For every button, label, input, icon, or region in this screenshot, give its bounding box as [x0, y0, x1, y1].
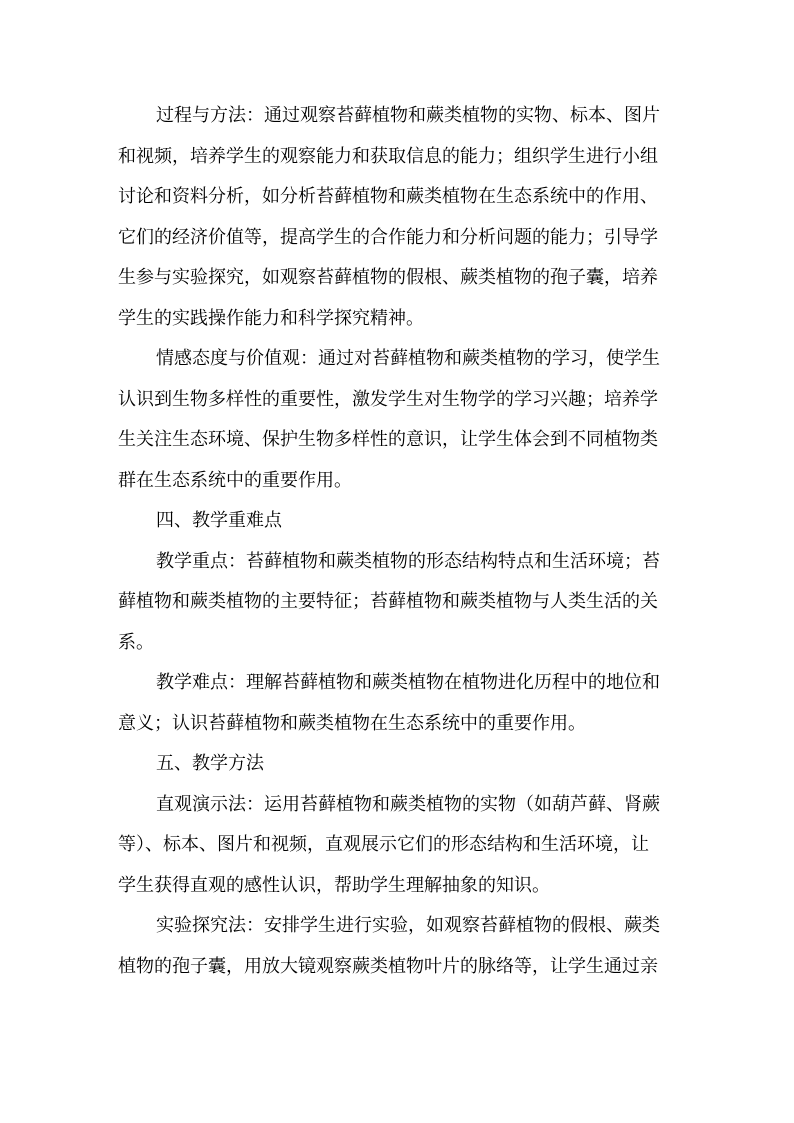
document-page: [118, 96, 680, 987]
paragraph-line: 系。: [118, 631, 154, 653]
section-heading: 五、教学方法: [156, 753, 264, 774]
paragraph-line: 生参与实验探究，如观察苔藓植物的假根、蕨类植物的孢子囊，培养: [118, 267, 658, 288]
section-heading: 四、教学重难点: [156, 510, 282, 531]
paragraph-line: 群在生态系统中的重要作用。: [118, 469, 352, 491]
paragraph-line: 学生获得直观的感性认识，帮助学生理解抽象的知识。: [118, 874, 550, 896]
paragraph-line: 教学难点：理解苔藓植物和蕨类植物在植物进化历程中的地位和: [156, 672, 660, 693]
paragraph-line: 讨论和资料分析，如分析苔藓植物和蕨类植物在生态系统中的作用、: [118, 186, 658, 207]
paragraph-line: 认识到生物多样性的重要性，激发学生对生物学的学习兴趣；培养学: [118, 388, 658, 410]
paragraph-line: 教学重点：苔藓植物和蕨类植物的形态结构特点和生活环境；苔: [156, 550, 660, 572]
paragraph-line: 意义；认识苔藓植物和蕨类植物在生态系统中的重要作用。: [118, 712, 586, 734]
paragraph-line: 藓植物和蕨类植物的主要特征；苔藓植物和蕨类植物与人类生活的关: [118, 591, 658, 612]
paragraph-line: 学生的实践操作能力和科学探究精神。: [118, 307, 424, 329]
paragraph-line: 生关注生态环境、保护生物多样性的意识，让学生体会到不同植物类: [118, 429, 658, 450]
paragraph-line: 实验探究法：安排学生进行实验，如观察苔藓植物的假根、蕨类: [156, 915, 660, 936]
paragraph-line: 直观演示法：运用苔藓植物和蕨类植物的实物（如葫芦藓、肾蕨: [156, 793, 660, 815]
paragraph-line: 和视频，培养学生的观察能力和获取信息的能力；组织学生进行小组: [118, 145, 658, 167]
paragraph-line: 过程与方法：通过观察苔藓植物和蕨类植物的实物、标本、图片: [156, 105, 660, 126]
paragraph-line: 它们的经济价值等，提高学生的合作能力和分析问题的能力；引导学: [118, 226, 658, 248]
paragraph-line: 情感态度与价值观：通过对苔藓植物和蕨类植物的学习，使学生: [156, 348, 660, 369]
paragraph-line: 等）、标本、图片和视频，直观展示它们的形态结构和生活环境，让: [118, 834, 649, 855]
paragraph-line: 植物的孢子囊，用放大镜观察蕨类植物叶片的脉络等，让学生通过亲: [118, 955, 658, 977]
